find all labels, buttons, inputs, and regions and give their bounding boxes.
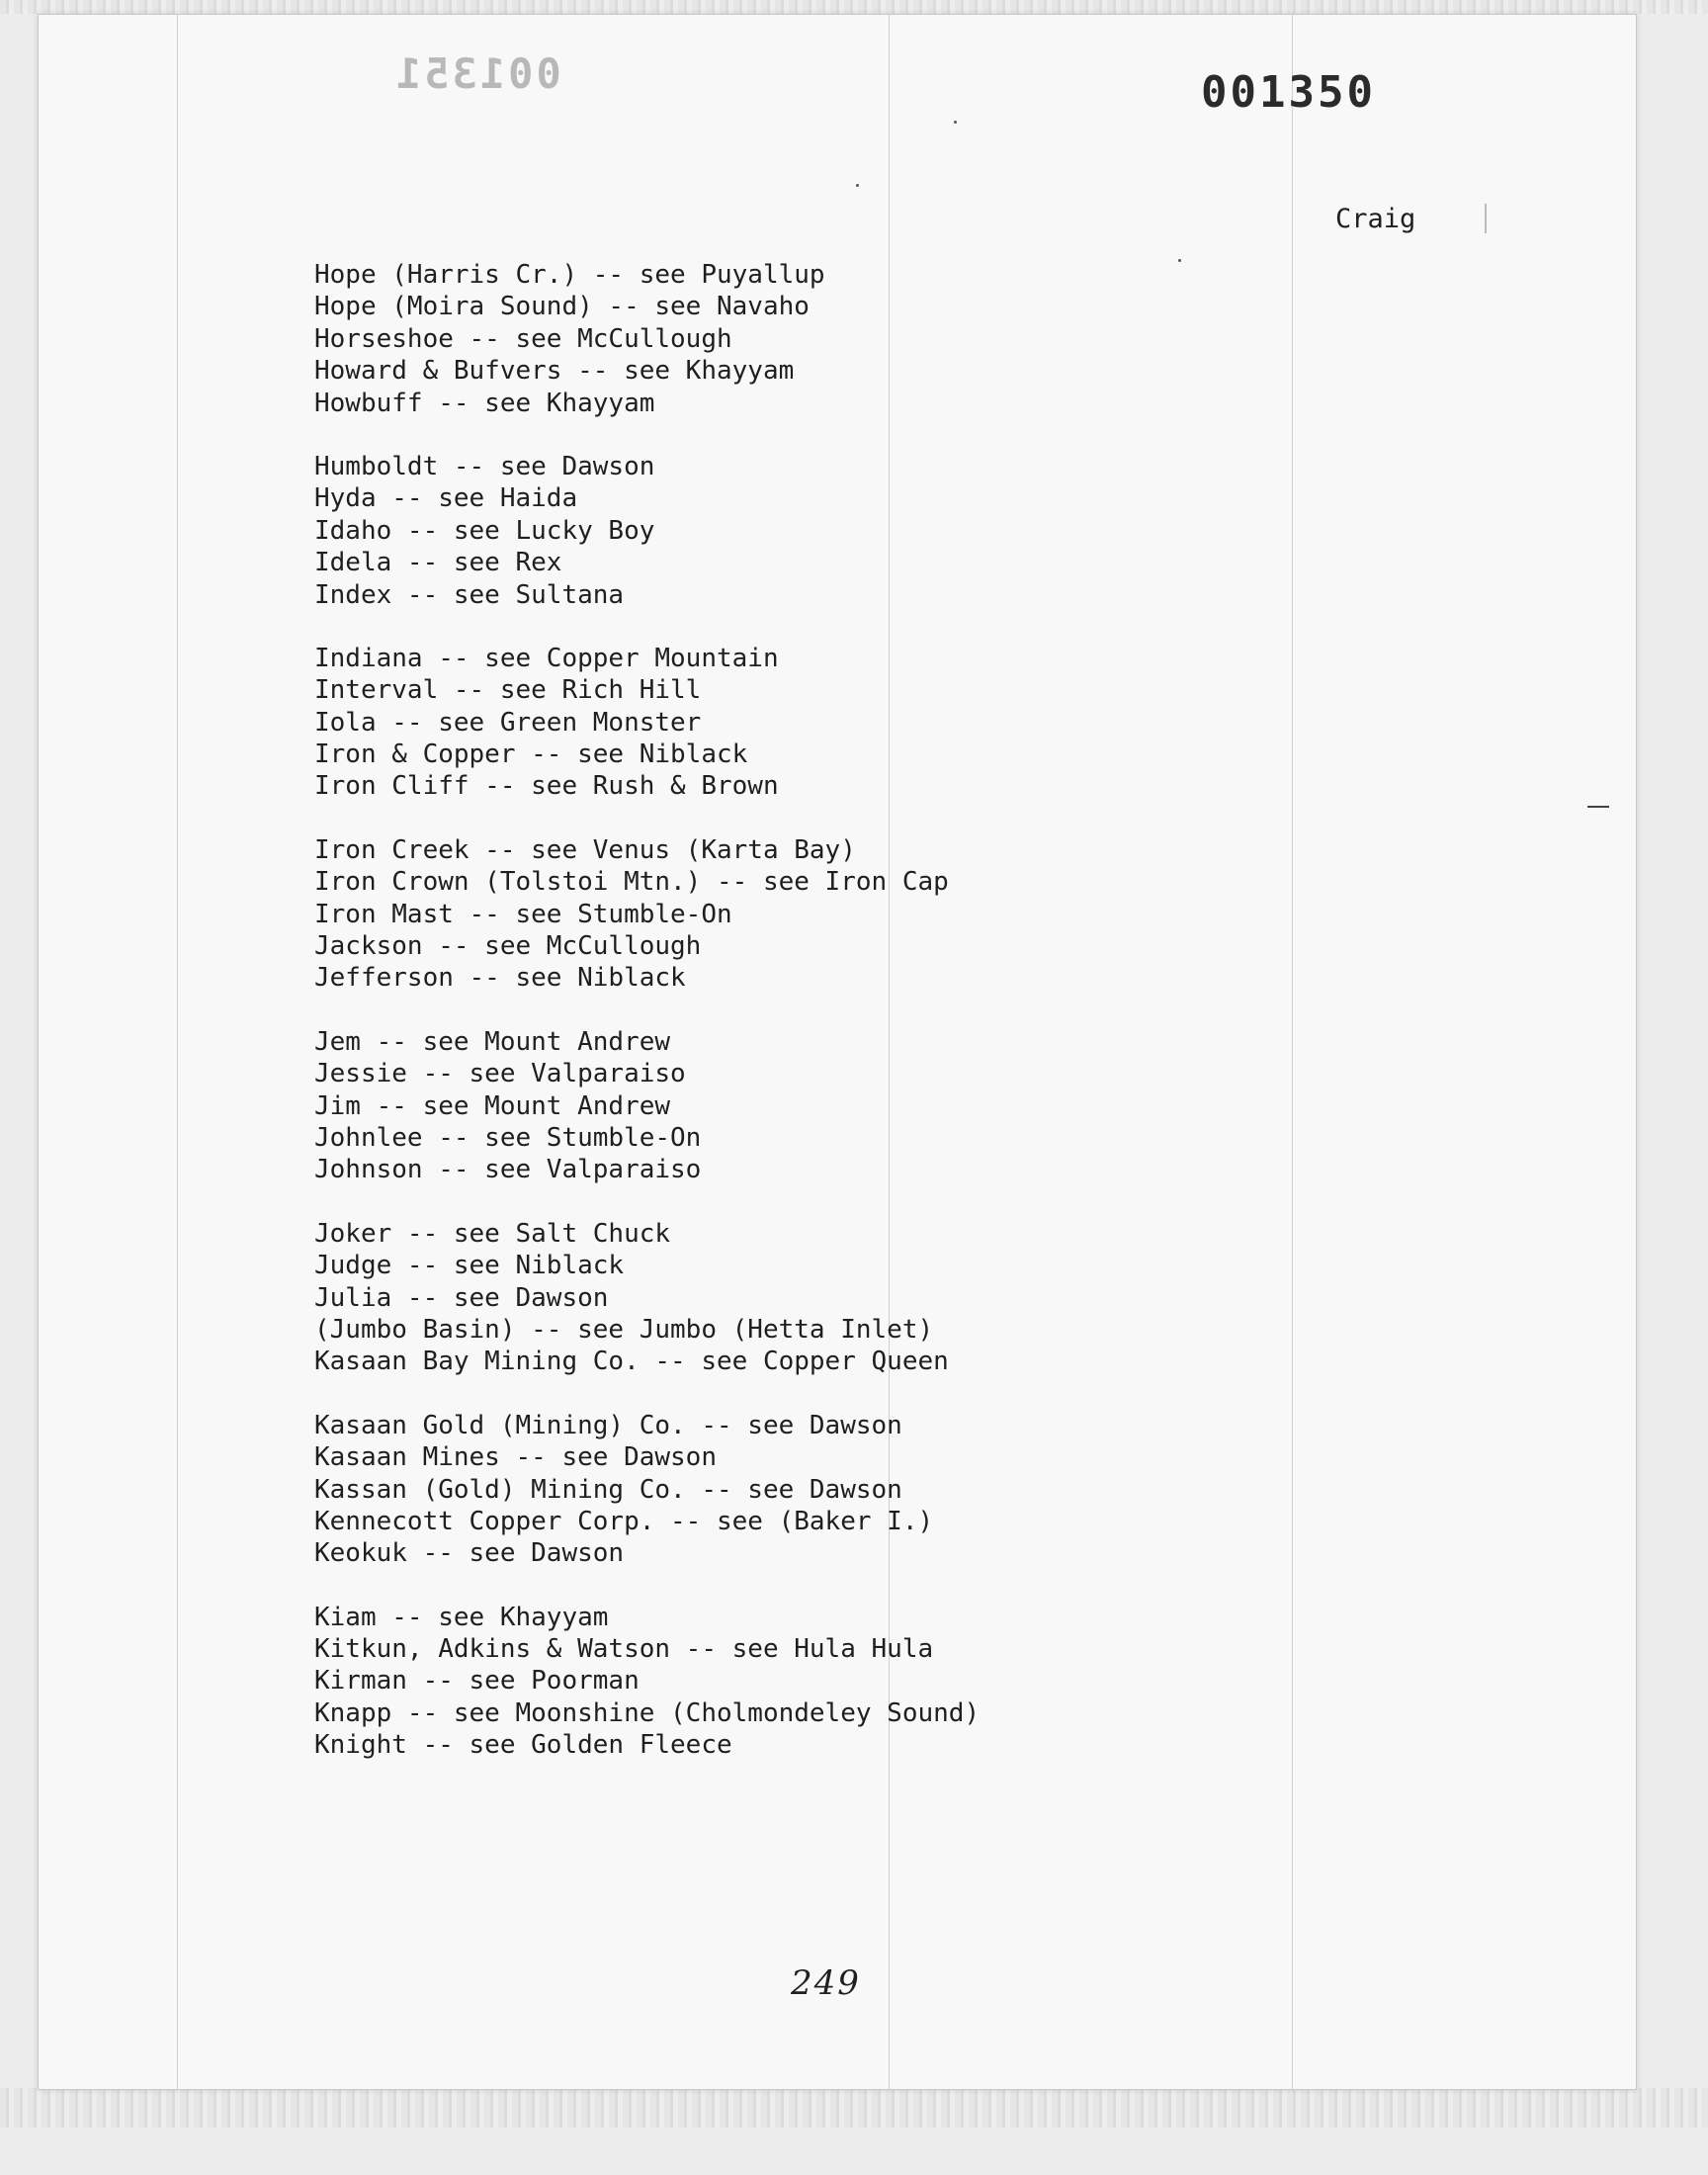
list-item: Jem -- see Mount Andrew [314, 1026, 671, 1057]
list-item: Kiam -- see Khayyam [314, 1602, 609, 1632]
fold-line-left [177, 15, 178, 2089]
list-item: Iola -- see Green Monster [314, 707, 702, 738]
scan-band-bottom [0, 2088, 1708, 2128]
list-item: Jefferson -- see Niblack [314, 963, 686, 994]
list-item: Judge -- see Niblack [314, 1251, 625, 1281]
header-name: Craig [1335, 204, 1416, 234]
edge-mark [1587, 806, 1609, 808]
list-item: Iron Cliff -- see Rush & Brown [314, 771, 779, 802]
list-item: Iron & Copper -- see Niblack [314, 740, 748, 770]
list-item: Kasaan Mines -- see Dawson [314, 1442, 717, 1473]
list-item: (Jumbo Basin) -- see Jumbo (Hetta Inlet) [314, 1314, 934, 1345]
list-item: Knapp -- see Moonshine (Cholmondeley Sound) [314, 1697, 981, 1728]
list-item: Hope (Harris Cr.) -- see Puyallup [314, 260, 825, 290]
list-item: Joker -- see Salt Chuck [314, 1218, 671, 1249]
list-item: Kasaan Bay Mining Co. -- see Copper Queen [314, 1347, 949, 1377]
bates-number: 001350 [1201, 67, 1376, 118]
list-item: Kasaan Gold (Mining) Co. -- see Dawson [314, 1410, 902, 1440]
entry-group [314, 834, 1204, 995]
entry-group [314, 259, 1204, 419]
entry-group [314, 1410, 1204, 1570]
cross-reference-list [314, 259, 1204, 1793]
list-item: Humboldt -- see Dawson [314, 451, 655, 481]
list-item: Kirman -- see Poorman [314, 1666, 640, 1696]
list-item: Johnson -- see Valparaiso [314, 1155, 702, 1185]
list-item: Iron Creek -- see Venus (Karta Bay) [314, 834, 856, 865]
fold-line-right [1292, 15, 1293, 2089]
list-item: Keokuk -- see Dawson [314, 1538, 625, 1569]
scan-speck [954, 121, 957, 124]
list-item: Idaho -- see Lucky Boy [314, 515, 655, 546]
list-item: Index -- see Sultana [314, 579, 625, 610]
entry-group [314, 1218, 1204, 1378]
list-item: Julia -- see Dawson [314, 1282, 609, 1313]
bates-number-bleedthrough: 001351 [393, 49, 561, 98]
list-item: Johnlee -- see Stumble-On [314, 1122, 702, 1153]
list-item: Kitkun, Adkins & Watson -- see Hula Hula [314, 1634, 934, 1665]
list-item: Iron Mast -- see Stumble-On [314, 899, 732, 929]
list-item: Indiana -- see Copper Mountain [314, 643, 779, 673]
list-item: Kennecott Copper Corp. -- see (Baker I.) [314, 1506, 934, 1536]
list-item: Kassan (Gold) Mining Co. -- see Dawson [314, 1474, 902, 1505]
entry-group [314, 1602, 1204, 1762]
list-item: Jessie -- see Valparaiso [314, 1059, 686, 1089]
list-item: Knight -- see Golden Fleece [314, 1730, 732, 1761]
scan-speck [856, 184, 859, 187]
list-item: Hope (Moira Sound) -- see Navaho [314, 292, 810, 322]
list-item: Hyda -- see Haida [314, 483, 578, 514]
edge-mark [1485, 204, 1487, 233]
list-item: Jackson -- see McCullough [314, 931, 702, 962]
list-item: Howbuff -- see Khayyam [314, 388, 655, 418]
list-item: Interval -- see Rich Hill [314, 675, 702, 706]
list-item: Iron Crown (Tolstoi Mtn.) -- see Iron Cap [314, 867, 949, 898]
entry-group [314, 451, 1204, 611]
list-item: Jim -- see Mount Andrew [314, 1090, 671, 1121]
entry-group [314, 643, 1204, 803]
scan-speck [1178, 259, 1181, 262]
list-item: Horseshoe -- see McCullough [314, 323, 732, 354]
handwritten-page-number: 249 [791, 1963, 861, 2003]
scan-band-top [0, 0, 1708, 14]
list-item: Idela -- see Rex [314, 548, 562, 578]
entry-group [314, 1026, 1204, 1186]
list-item: Howard & Bufvers -- see Khayyam [314, 356, 795, 387]
